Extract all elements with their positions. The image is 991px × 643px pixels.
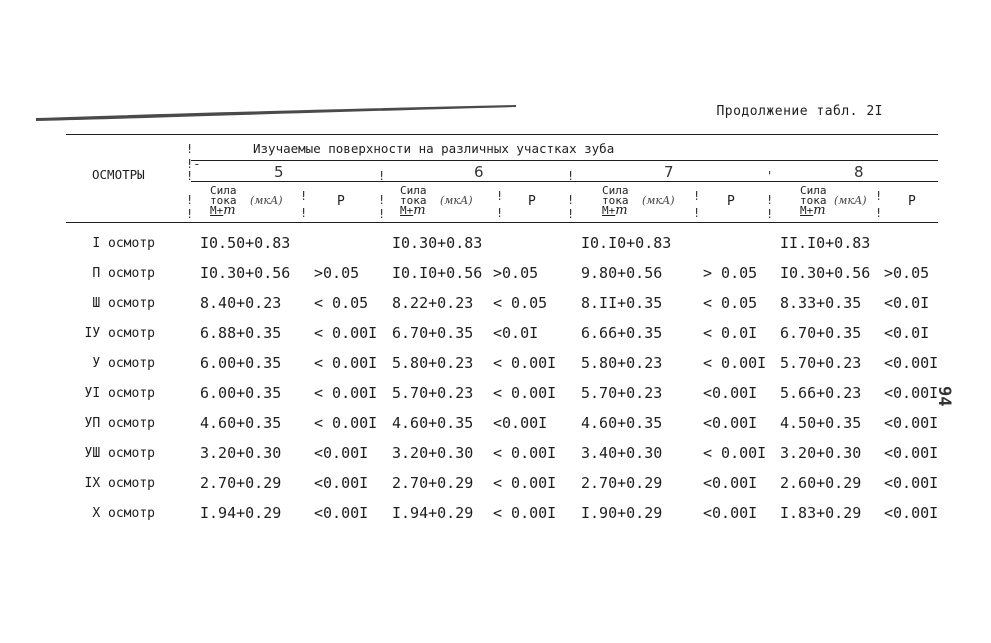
value-8: 3.20+0.30 <box>780 444 862 462</box>
value-8: 8.33+0.35 <box>780 294 862 312</box>
row-header-label: ОСМОТРЫ <box>92 167 145 182</box>
value-5: 6.00+0.35 <box>200 354 282 372</box>
exam-label: Ш осмотр <box>92 296 155 311</box>
col-separator: ! <box>875 189 883 203</box>
p-header-8: P <box>908 194 916 209</box>
value-label-line1: Сила <box>602 184 629 197</box>
p-7: <0.00I <box>703 384 758 402</box>
p-8: <0.00I <box>884 384 939 402</box>
value-6: I0.I0+0.56 <box>392 264 483 282</box>
value-label-line2: тока <box>400 194 427 207</box>
col-separator: ! <box>567 193 575 207</box>
p-5: < 0.00I <box>314 384 378 402</box>
value-6: 8.22+0.23 <box>392 294 474 312</box>
value-5: 8.40+0.23 <box>200 294 282 312</box>
value-7: I0.I0+0.83 <box>581 234 672 252</box>
p-8: >0.05 <box>884 264 930 282</box>
col-separator: ! <box>186 142 194 156</box>
col-separator: ! <box>186 193 194 207</box>
exam-label: УП осмотр <box>84 416 155 431</box>
value-7: 4.60+0.35 <box>581 414 663 432</box>
value-label-line3: M+ <box>800 204 814 217</box>
p-8: <0.00I <box>884 354 939 372</box>
value-7: 6.66+0.35 <box>581 324 663 342</box>
value-label-line3: M+ <box>210 204 224 217</box>
value-6: 2.70+0.29 <box>392 474 474 492</box>
exam-label: П осмотр <box>92 266 155 281</box>
col-separator: ! <box>766 207 774 221</box>
value-subheader-8 <box>800 186 827 216</box>
value-label-line2: тока <box>800 194 827 207</box>
p-6: < 0.00I <box>493 504 557 522</box>
value-5: 6.00+0.35 <box>200 384 282 402</box>
p-7: < 0.05 <box>703 294 758 312</box>
value-5: I.94+0.29 <box>200 504 282 522</box>
p-header-5: P <box>337 194 345 209</box>
value-8: II.I0+0.83 <box>780 234 871 252</box>
value-subheader-7 <box>602 186 629 216</box>
p-7: <0.00I <box>703 504 758 522</box>
value-6: 4.60+0.35 <box>392 414 474 432</box>
p-5: <0.00I <box>314 474 369 492</box>
value-label-line1: Сила <box>210 184 237 197</box>
table-row <box>0 444 991 474</box>
continuation-caption: Продолжение табл. 2I <box>716 104 883 119</box>
exam-label: IX осмотр <box>84 476 155 491</box>
p-6: <0.00I <box>493 414 548 432</box>
value-label-line2: тока <box>210 194 237 207</box>
exam-label: УI осмотр <box>84 386 155 401</box>
col-separator: !- <box>186 157 201 171</box>
value-7: 8.II+0.35 <box>581 294 663 312</box>
value-8: 5.66+0.23 <box>780 384 862 402</box>
table-row <box>0 414 991 444</box>
value-unit-7: (мкА) <box>642 194 675 207</box>
col-separator: ! <box>693 189 701 203</box>
value-6: 5.80+0.23 <box>392 354 474 372</box>
exam-label: I осмотр <box>92 236 155 251</box>
col-separator: ! <box>567 169 575 183</box>
p-8: <0.00I <box>884 414 939 432</box>
value-8: 5.70+0.23 <box>780 354 862 372</box>
value-6: 6.70+0.35 <box>392 324 474 342</box>
col-separator: ' <box>766 169 774 183</box>
table-row <box>0 474 991 504</box>
value-m: m <box>413 203 426 218</box>
value-7: 9.80+0.56 <box>581 264 663 282</box>
value-7: 2.70+0.29 <box>581 474 663 492</box>
value-unit-5: (мкА) <box>250 194 283 207</box>
p-5: < 0.00I <box>314 414 378 432</box>
p-5: < 0.00I <box>314 354 378 372</box>
group-number-6: 6 <box>474 163 484 181</box>
p-7: <0.00I <box>703 414 758 432</box>
col-separator: ! <box>693 206 701 220</box>
value-7: 5.70+0.23 <box>581 384 663 402</box>
exam-label: IУ осмотр <box>84 326 155 341</box>
col-separator: ! <box>378 207 386 221</box>
value-7: 3.40+0.30 <box>581 444 663 462</box>
col-separator: ! <box>567 207 575 221</box>
value-m: m <box>615 203 628 218</box>
value-5: 4.60+0.35 <box>200 414 282 432</box>
value-subheader-6 <box>400 186 427 216</box>
p-header-7: P <box>727 194 735 209</box>
group-number-7: 7 <box>664 163 674 181</box>
value-8: 4.50+0.35 <box>780 414 862 432</box>
p-6: <0.0I <box>493 324 539 342</box>
p-8: <0.00I <box>884 444 939 462</box>
p-header-6: P <box>528 194 536 209</box>
value-5: 6.88+0.35 <box>200 324 282 342</box>
table-row <box>0 294 991 324</box>
p-7: < 0.0I <box>703 324 758 342</box>
table-row <box>0 384 991 414</box>
value-unit-6: (мкА) <box>440 194 473 207</box>
page-number: 94 <box>934 386 954 407</box>
p-5: >0.05 <box>314 264 360 282</box>
value-label-line3: M+ <box>602 204 616 217</box>
p-6: < 0.00I <box>493 474 557 492</box>
p-5: <0.00I <box>314 504 369 522</box>
value-8: I.83+0.29 <box>780 504 862 522</box>
value-6: 5.70+0.23 <box>392 384 474 402</box>
col-separator: ! <box>496 189 504 203</box>
p-8: <0.0I <box>884 294 930 312</box>
p-5: < 0.05 <box>314 294 369 312</box>
col-separator: ! <box>186 169 194 183</box>
p-7: <0.00I <box>703 474 758 492</box>
table-row <box>0 324 991 354</box>
p-7: < 0.00I <box>703 354 767 372</box>
group-number-rule <box>191 181 938 182</box>
value-7: 5.80+0.23 <box>581 354 663 372</box>
table-row <box>0 234 991 264</box>
group-title-rule <box>191 160 938 161</box>
p-6: < 0.00I <box>493 444 557 462</box>
p-6: < 0.00I <box>493 354 557 372</box>
value-label-line1: Сила <box>800 184 827 197</box>
value-8: 2.60+0.29 <box>780 474 862 492</box>
scan-streak <box>36 104 516 122</box>
value-unit-8: (мкА) <box>834 194 867 207</box>
p-8: <0.0I <box>884 324 930 342</box>
table-row <box>0 264 991 294</box>
table-top-rule <box>66 134 938 135</box>
value-6: I0.30+0.83 <box>392 234 483 252</box>
p-8: <0.00I <box>884 474 939 492</box>
value-label-line3: M+ <box>400 204 414 217</box>
value-8: I0.30+0.56 <box>780 264 871 282</box>
value-5: 3.20+0.30 <box>200 444 282 462</box>
p-7: > 0.05 <box>703 264 758 282</box>
value-8: 6.70+0.35 <box>780 324 862 342</box>
col-separator: ! <box>766 193 774 207</box>
value-6: 3.20+0.30 <box>392 444 474 462</box>
value-6: I.94+0.29 <box>392 504 474 522</box>
group-number-5: 5 <box>274 163 284 181</box>
col-separator: ! <box>186 207 194 221</box>
col-separator: ! <box>875 206 883 220</box>
exam-label: УШ осмотр <box>84 446 155 461</box>
value-7: I.90+0.29 <box>581 504 663 522</box>
value-label-line2: тока <box>602 194 629 207</box>
p-8: <0.00I <box>884 504 939 522</box>
value-label-line1: Сила <box>400 184 427 197</box>
col-separator: ! <box>378 193 386 207</box>
col-separator: ! <box>300 189 308 203</box>
p-6: < 0.00I <box>493 384 557 402</box>
table-row <box>0 504 991 534</box>
col-separator: ! <box>300 206 308 220</box>
exam-label: X осмотр <box>92 506 155 521</box>
p-6: < 0.05 <box>493 294 548 312</box>
value-subheader-5 <box>210 186 237 216</box>
table-row <box>0 354 991 384</box>
p-7: < 0.00I <box>703 444 767 462</box>
p-6: >0.05 <box>493 264 539 282</box>
col-separator: ! <box>496 206 504 220</box>
value-m: m <box>813 203 826 218</box>
value-5: I0.30+0.56 <box>200 264 291 282</box>
value-5: I0.50+0.83 <box>200 234 291 252</box>
p-5: <0.00I <box>314 444 369 462</box>
p-5: < 0.00I <box>314 324 378 342</box>
value-m: m <box>223 203 236 218</box>
header-bottom-rule <box>66 222 938 223</box>
group-number-8: 8 <box>854 163 864 181</box>
value-5: 2.70+0.29 <box>200 474 282 492</box>
group-title: Изучаемые поверхности на различных участках зуба <box>253 141 615 156</box>
exam-label: У осмотр <box>92 356 155 371</box>
col-separator: ! <box>378 169 386 183</box>
